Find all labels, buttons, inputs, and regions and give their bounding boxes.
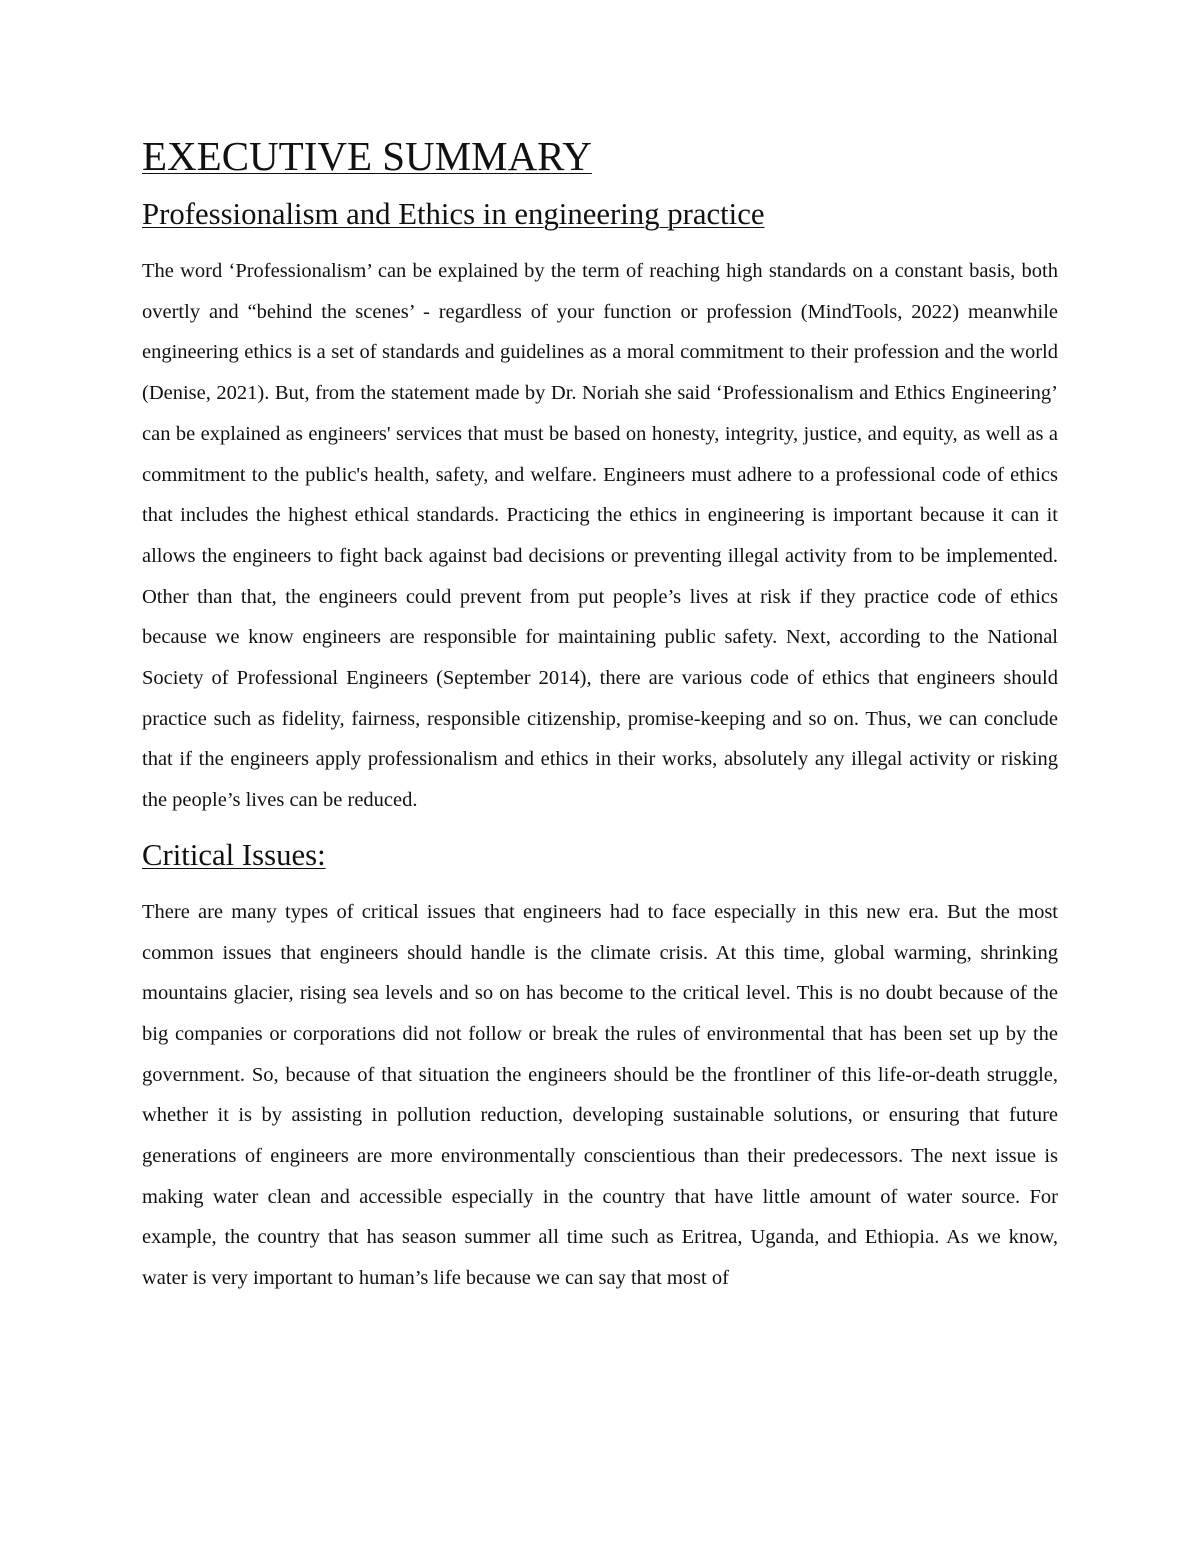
document-page: [142, 133, 1058, 1299]
document-title: EXECUTIVE SUMMARY: [142, 133, 592, 179]
section-heading-critical-issues: Critical Issues:: [142, 837, 326, 872]
section-heading-professionalism: Professionalism and Ethics in engineering practice: [142, 197, 765, 231]
paragraph-critical-issues: There are many types of critical issues that engineers had to face especially in this new era. But the most common issues that engineers should handle is the climate crisis. At this time, global warming, shrinking mountains glacier, rising sea levels and so on has become to the critical level. This is no doubt because of the big companies or corporations did not follow or break the rules of environmental that has been set up by the government. So, because of that situation the engineers should be the frontliner of this life-or-death struggle, whether it is by assisting in pollution reduction, developing sustainable solutions, or ensuring that future generations of engineers are more environmentally conscientious than their predecessors. The next issue is making water clean and accessible especially in the country that have little amount of water source. For example, the country that has season summer all time such as Eritrea, Uganda, and Ethiopia. As we know, water is very important to human’s life because we can say that most of: [142, 900, 1058, 1290]
paragraph-professionalism: The word ‘Professionalism’ can be explained by the term of reaching high standards on a constant basis, both overtly and “behind the scenes’ - regardless of your function or profession (MindTools, 2022) meanwhile engineering ethics is a set of standards and guidelines as a moral commitment to their profession and the world (Denise, 2021). But, from the statement made by Dr. Noriah she said ‘Professionalism and Ethics Engineering’ can be explained as engineers' services that must be based on honesty, integrity, justice, and equity, as well as a commitment to the public's health, safety, and welfare. Engineers must adhere to a professional code of ethics that includes the highest ethical standards. Practicing the ethics in engineering is important because it can it allows the engineers to fight back against bad decisions or preventing illegal activity from to be implemented. Other than that, the engineers could prevent from put people’s lives at risk if they practice code of ethics because we know engineers are responsible for maintaining public safety. Next, according to the National Society of Professional Engineers (September 2014), there are various code of ethics that engineers should practice such as fidelity, fairness, responsible citizenship, promise-keeping and so on. Thus, we can conclude that if the engineers apply professionalism and ethics in their works, absolutely any illegal activity or risking the people’s lives can be reduced.: [142, 260, 1058, 812]
